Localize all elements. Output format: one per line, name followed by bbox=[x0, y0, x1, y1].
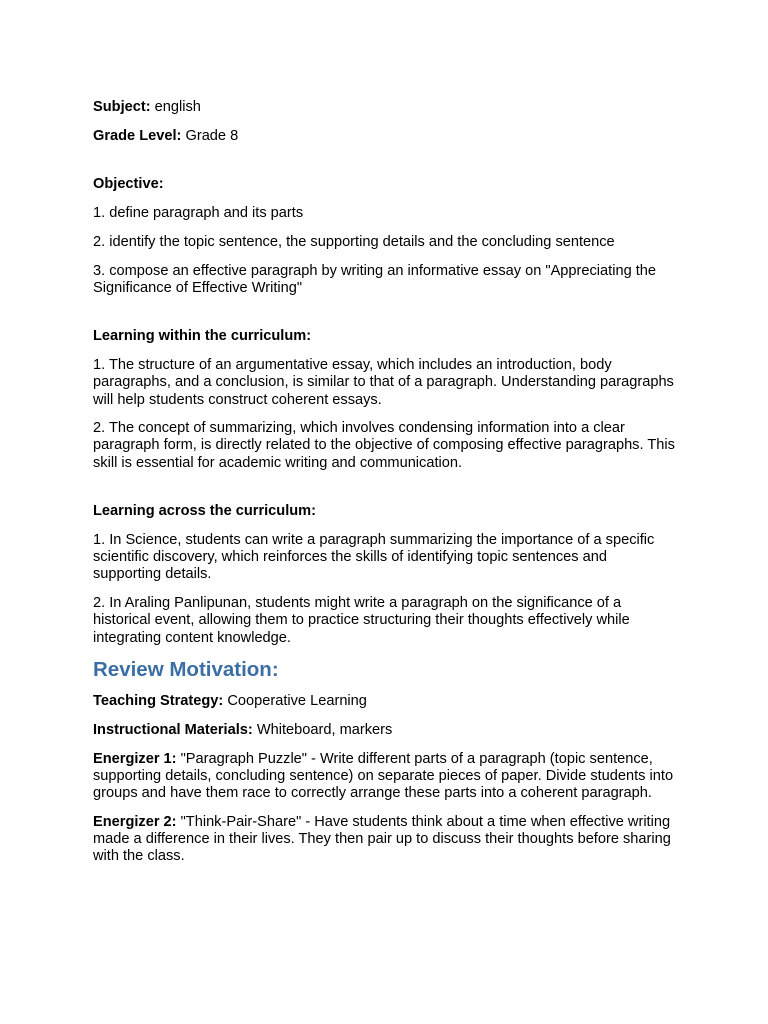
learning-across-item: 2. In Araling Panlipunan, students might write a paragraph on the significance of a historical event, allowing them to practice structuring their thoughts effectively while integrating content knowledge. bbox=[93, 595, 630, 646]
grade-level-value: Grade 8 bbox=[185, 127, 239, 144]
objective-item: 3. compose an effective paragraph by writing an informative essay on "Appreciating the Significance of Effective Writing" bbox=[93, 262, 657, 296]
energizer-2-value: "Think-Pair-Share" - Have students think about a time when effective writing made a difference in their lives. They then pair up to discuss their thoughts before sharing with the class. bbox=[93, 813, 671, 865]
instructional-materials-line bbox=[93, 722, 678, 739]
energizer-1-label: Energizer 1: bbox=[93, 750, 177, 767]
spacer bbox=[93, 308, 678, 328]
review-motivation-heading: Review Motivation: bbox=[93, 658, 279, 682]
instructional-materials-label: Instructional Materials: bbox=[93, 721, 253, 738]
subject-label: Subject: bbox=[93, 99, 151, 115]
energizer-2-label: Energizer 2: bbox=[93, 813, 177, 830]
subject-value: english bbox=[154, 99, 201, 115]
learning-across-item: 1. In Science, students can write a paragraph summarizing the importance of a specific scientific discovery, which reinforces the skills of identifying topic sentences and supporting details. bbox=[93, 532, 655, 583]
learning-within-item: 2. The concept of summarizing, which involves condensing information into a clear paragraph form, is directly related to the objective of composing effective paragraphs. This skill is essential for academic writing and communication. bbox=[93, 420, 675, 471]
teaching-strategy-line bbox=[93, 693, 678, 710]
subject-line bbox=[93, 99, 678, 116]
learning-across-heading: Learning across the curriculum: bbox=[93, 503, 317, 520]
energizer-1-value: "Paragraph Puzzle" - Write different parts of a paragraph (topic sentence, supporting details, concluding sentence) on separate pieces of paper. Divide students into groups and have them race to correctly arrange these parts into a coherent paragraph. bbox=[93, 750, 674, 802]
objective-item: 1. define paragraph and its parts bbox=[93, 205, 304, 222]
energizer-1-line bbox=[93, 751, 678, 803]
grade-level-line bbox=[93, 128, 678, 145]
spacer bbox=[93, 156, 678, 176]
document-body bbox=[93, 99, 678, 877]
objective-item: 2. identify the topic sentence, the supporting details and the concluding sentence bbox=[93, 233, 615, 250]
spacer bbox=[93, 483, 678, 503]
learning-within-item: 1. The structure of an argumentative essay, which includes an introduction, body paragraphs, and a conclusion, is similar to that of a paragraph. Understanding paragraphs will help students construct coherent essays. bbox=[93, 357, 674, 408]
grade-level-label: Grade Level: bbox=[93, 127, 182, 144]
objective-heading: Objective: bbox=[93, 176, 164, 193]
teaching-strategy-label: Teaching Strategy: bbox=[93, 693, 224, 710]
energizer-2-line bbox=[93, 814, 678, 866]
instructional-materials-value: Whiteboard, markers bbox=[256, 721, 393, 738]
learning-within-heading: Learning within the curriculum: bbox=[93, 328, 312, 345]
teaching-strategy-value: Cooperative Learning bbox=[227, 693, 367, 710]
